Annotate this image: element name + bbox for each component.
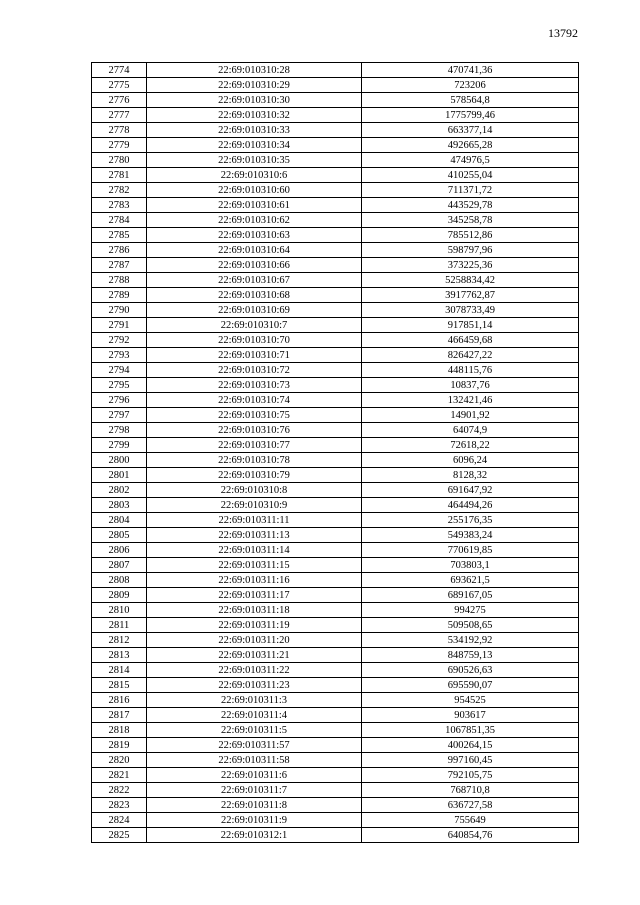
cadastral-number-cell: 22:69:010311:16	[147, 573, 362, 588]
table-row	[92, 633, 579, 648]
table-row	[92, 198, 579, 213]
cadastral-number-cell: 22:69:010310:6	[147, 168, 362, 183]
row-number-cell: 2817	[92, 708, 147, 723]
table-row	[92, 498, 579, 513]
row-number-cell: 2779	[92, 138, 147, 153]
table-row	[92, 753, 579, 768]
cadastral-number-cell: 22:69:010311:3	[147, 693, 362, 708]
value-cell: 14901,92	[362, 408, 579, 423]
value-cell: 448115,76	[362, 363, 579, 378]
cadastral-number-cell: 22:69:010310:69	[147, 303, 362, 318]
cadastral-number-cell: 22:69:010310:67	[147, 273, 362, 288]
table-row	[92, 723, 579, 738]
value-cell: 400264,15	[362, 738, 579, 753]
row-number-cell: 2806	[92, 543, 147, 558]
row-number-cell: 2809	[92, 588, 147, 603]
cadastral-number-cell: 22:69:010310:71	[147, 348, 362, 363]
row-number-cell: 2788	[92, 273, 147, 288]
row-number-cell: 2800	[92, 453, 147, 468]
value-cell: 848759,13	[362, 648, 579, 663]
value-cell: 470741,36	[362, 63, 579, 78]
value-cell: 466459,68	[362, 333, 579, 348]
row-number-cell: 2780	[92, 153, 147, 168]
value-cell: 72618,22	[362, 438, 579, 453]
value-cell: 689167,05	[362, 588, 579, 603]
value-cell: 690526,63	[362, 663, 579, 678]
cadastral-number-cell: 22:69:010311:22	[147, 663, 362, 678]
value-cell: 443529,78	[362, 198, 579, 213]
value-cell: 132421,46	[362, 393, 579, 408]
value-cell: 826427,22	[362, 348, 579, 363]
value-cell: 792105,75	[362, 768, 579, 783]
row-number-cell: 2785	[92, 228, 147, 243]
table-row	[92, 783, 579, 798]
table-row	[92, 108, 579, 123]
table-row	[92, 228, 579, 243]
row-number-cell: 2774	[92, 63, 147, 78]
table-row	[92, 663, 579, 678]
row-number-cell: 2820	[92, 753, 147, 768]
page-number: 13792	[548, 26, 578, 40]
row-number-cell: 2821	[92, 768, 147, 783]
table-row	[92, 288, 579, 303]
table-row	[92, 738, 579, 753]
cadastral-number-cell: 22:69:010310:68	[147, 288, 362, 303]
cadastral-number-cell: 22:69:010311:20	[147, 633, 362, 648]
row-number-cell: 2824	[92, 813, 147, 828]
cadastral-number-cell: 22:69:010310:66	[147, 258, 362, 273]
table-row	[92, 588, 579, 603]
table-row	[92, 363, 579, 378]
table-row	[92, 78, 579, 93]
value-cell: 3917762,87	[362, 288, 579, 303]
value-cell: 723206	[362, 78, 579, 93]
value-cell: 770619,85	[362, 543, 579, 558]
value-cell: 695590,07	[362, 678, 579, 693]
table-row	[92, 438, 579, 453]
row-number-cell: 2783	[92, 198, 147, 213]
value-cell: 464494,26	[362, 498, 579, 513]
table-row	[92, 183, 579, 198]
cadastral-number-cell: 22:69:010310:78	[147, 453, 362, 468]
value-cell: 492665,28	[362, 138, 579, 153]
row-number-cell: 2789	[92, 288, 147, 303]
value-cell: 994275	[362, 603, 579, 618]
cadastral-number-cell: 22:69:010311:23	[147, 678, 362, 693]
table-row	[92, 678, 579, 693]
table-row	[92, 348, 579, 363]
cadastral-number-cell: 22:69:010311:8	[147, 798, 362, 813]
table-row	[92, 378, 579, 393]
row-number-cell: 2803	[92, 498, 147, 513]
cadastral-number-cell: 22:69:010311:6	[147, 768, 362, 783]
row-number-cell: 2816	[92, 693, 147, 708]
row-number-cell: 2787	[92, 258, 147, 273]
cadastral-number-cell: 22:69:010311:15	[147, 558, 362, 573]
row-number-cell: 2794	[92, 363, 147, 378]
table-row	[92, 138, 579, 153]
cadastral-number-cell: 22:69:010311:9	[147, 813, 362, 828]
table-row	[92, 483, 579, 498]
cadastral-number-cell: 22:69:010311:18	[147, 603, 362, 618]
row-number-cell: 2793	[92, 348, 147, 363]
table-row	[92, 693, 579, 708]
cadastral-number-cell: 22:69:010311:7	[147, 783, 362, 798]
row-number-cell: 2791	[92, 318, 147, 333]
row-number-cell: 2804	[92, 513, 147, 528]
cadastral-number-cell: 22:69:010310:64	[147, 243, 362, 258]
value-cell: 755649	[362, 813, 579, 828]
row-number-cell: 2811	[92, 618, 147, 633]
value-cell: 598797,96	[362, 243, 579, 258]
cadastral-number-cell: 22:69:010310:33	[147, 123, 362, 138]
value-cell: 663377,14	[362, 123, 579, 138]
row-number-cell: 2798	[92, 423, 147, 438]
table-row	[92, 213, 579, 228]
table-row	[92, 453, 579, 468]
cadastral-value-table	[91, 62, 579, 843]
table-body	[92, 63, 579, 843]
cadastral-number-cell: 22:69:010310:70	[147, 333, 362, 348]
cadastral-number-cell: 22:69:010310:29	[147, 78, 362, 93]
row-number-cell: 2815	[92, 678, 147, 693]
value-cell: 691647,92	[362, 483, 579, 498]
row-number-cell: 2805	[92, 528, 147, 543]
row-number-cell: 2784	[92, 213, 147, 228]
row-number-cell: 2801	[92, 468, 147, 483]
value-cell: 1775799,46	[362, 108, 579, 123]
table-row	[92, 153, 579, 168]
cadastral-number-cell: 22:69:010310:35	[147, 153, 362, 168]
row-number-cell: 2790	[92, 303, 147, 318]
row-number-cell: 2808	[92, 573, 147, 588]
table-row	[92, 828, 579, 843]
row-number-cell: 2775	[92, 78, 147, 93]
row-number-cell: 2825	[92, 828, 147, 843]
row-number-cell: 2776	[92, 93, 147, 108]
row-number-cell: 2810	[92, 603, 147, 618]
table-row	[92, 243, 579, 258]
row-number-cell: 2813	[92, 648, 147, 663]
row-number-cell: 2781	[92, 168, 147, 183]
table-row	[92, 798, 579, 813]
table-row	[92, 273, 579, 288]
cadastral-number-cell: 22:69:010310:34	[147, 138, 362, 153]
table-row	[92, 303, 579, 318]
table-row	[92, 408, 579, 423]
table-row	[92, 558, 579, 573]
value-cell: 954525	[362, 693, 579, 708]
cadastral-number-cell: 22:69:010310:32	[147, 108, 362, 123]
table-row	[92, 468, 579, 483]
value-cell: 693621,5	[362, 573, 579, 588]
value-cell: 373225,36	[362, 258, 579, 273]
value-cell: 64074,9	[362, 423, 579, 438]
value-cell: 3078733,49	[362, 303, 579, 318]
cadastral-number-cell: 22:69:010310:73	[147, 378, 362, 393]
table-row	[92, 318, 579, 333]
cadastral-number-cell: 22:69:010310:28	[147, 63, 362, 78]
row-number-cell: 2823	[92, 798, 147, 813]
value-cell: 917851,14	[362, 318, 579, 333]
value-cell: 10837,76	[362, 378, 579, 393]
table-row	[92, 168, 579, 183]
row-number-cell: 2797	[92, 408, 147, 423]
value-cell: 711371,72	[362, 183, 579, 198]
cadastral-number-cell: 22:69:010311:14	[147, 543, 362, 558]
table-row	[92, 543, 579, 558]
cadastral-number-cell: 22:69:010311:19	[147, 618, 362, 633]
value-cell: 903617	[362, 708, 579, 723]
row-number-cell: 2819	[92, 738, 147, 753]
cadastral-number-cell: 22:69:010310:8	[147, 483, 362, 498]
value-cell: 640854,76	[362, 828, 579, 843]
value-cell: 1067851,35	[362, 723, 579, 738]
cadastral-number-cell: 22:69:010310:74	[147, 393, 362, 408]
row-number-cell: 2799	[92, 438, 147, 453]
cadastral-number-cell: 22:69:010310:30	[147, 93, 362, 108]
row-number-cell: 2818	[92, 723, 147, 738]
cadastral-number-cell: 22:69:010311:5	[147, 723, 362, 738]
row-number-cell: 2802	[92, 483, 147, 498]
table-row	[92, 528, 579, 543]
table-row	[92, 708, 579, 723]
row-number-cell: 2795	[92, 378, 147, 393]
table-row	[92, 603, 579, 618]
value-cell: 636727,58	[362, 798, 579, 813]
row-number-cell: 2777	[92, 108, 147, 123]
cadastral-number-cell: 22:69:010310:7	[147, 318, 362, 333]
table-row	[92, 123, 579, 138]
table-row	[92, 333, 579, 348]
row-number-cell: 2812	[92, 633, 147, 648]
value-cell: 474976,5	[362, 153, 579, 168]
table-row	[92, 423, 579, 438]
cadastral-number-cell: 22:69:010311:4	[147, 708, 362, 723]
value-cell: 534192,92	[362, 633, 579, 648]
cadastral-number-cell: 22:69:010311:11	[147, 513, 362, 528]
cadastral-number-cell: 22:69:010311:58	[147, 753, 362, 768]
cadastral-number-cell: 22:69:010310:79	[147, 468, 362, 483]
cadastral-number-cell: 22:69:010310:63	[147, 228, 362, 243]
table-row	[92, 258, 579, 273]
cadastral-number-cell: 22:69:010310:77	[147, 438, 362, 453]
cadastral-number-cell: 22:69:010310:9	[147, 498, 362, 513]
value-cell: 768710,8	[362, 783, 579, 798]
value-cell: 578564,8	[362, 93, 579, 108]
table-row	[92, 573, 579, 588]
row-number-cell: 2814	[92, 663, 147, 678]
cadastral-number-cell: 22:69:010311:21	[147, 648, 362, 663]
cadastral-number-cell: 22:69:010310:60	[147, 183, 362, 198]
cadastral-number-cell: 22:69:010310:62	[147, 213, 362, 228]
table-row	[92, 513, 579, 528]
row-number-cell: 2792	[92, 333, 147, 348]
value-cell: 6096,24	[362, 453, 579, 468]
value-cell: 345258,78	[362, 213, 579, 228]
table-row	[92, 393, 579, 408]
table-row	[92, 813, 579, 828]
cadastral-number-cell: 22:69:010310:75	[147, 408, 362, 423]
value-cell: 997160,45	[362, 753, 579, 768]
row-number-cell: 2778	[92, 123, 147, 138]
row-number-cell: 2807	[92, 558, 147, 573]
value-cell: 5258834,42	[362, 273, 579, 288]
cadastral-number-cell: 22:69:010311:17	[147, 588, 362, 603]
row-number-cell: 2786	[92, 243, 147, 258]
cadastral-number-cell: 22:69:010311:13	[147, 528, 362, 543]
value-cell: 8128,32	[362, 468, 579, 483]
cadastral-number-cell: 22:69:010310:76	[147, 423, 362, 438]
cadastral-number-cell: 22:69:010310:72	[147, 363, 362, 378]
row-number-cell: 2822	[92, 783, 147, 798]
row-number-cell: 2782	[92, 183, 147, 198]
value-cell: 509508,65	[362, 618, 579, 633]
cadastral-number-cell: 22:69:010311:57	[147, 738, 362, 753]
table-row	[92, 618, 579, 633]
table-row	[92, 63, 579, 78]
table-row	[92, 768, 579, 783]
table-row	[92, 648, 579, 663]
cadastral-number-cell: 22:69:010312:1	[147, 828, 362, 843]
cadastral-number-cell: 22:69:010310:61	[147, 198, 362, 213]
value-cell: 410255,04	[362, 168, 579, 183]
row-number-cell: 2796	[92, 393, 147, 408]
table-row	[92, 93, 579, 108]
value-cell: 549383,24	[362, 528, 579, 543]
value-cell: 255176,35	[362, 513, 579, 528]
value-cell: 785512,86	[362, 228, 579, 243]
value-cell: 703803,1	[362, 558, 579, 573]
